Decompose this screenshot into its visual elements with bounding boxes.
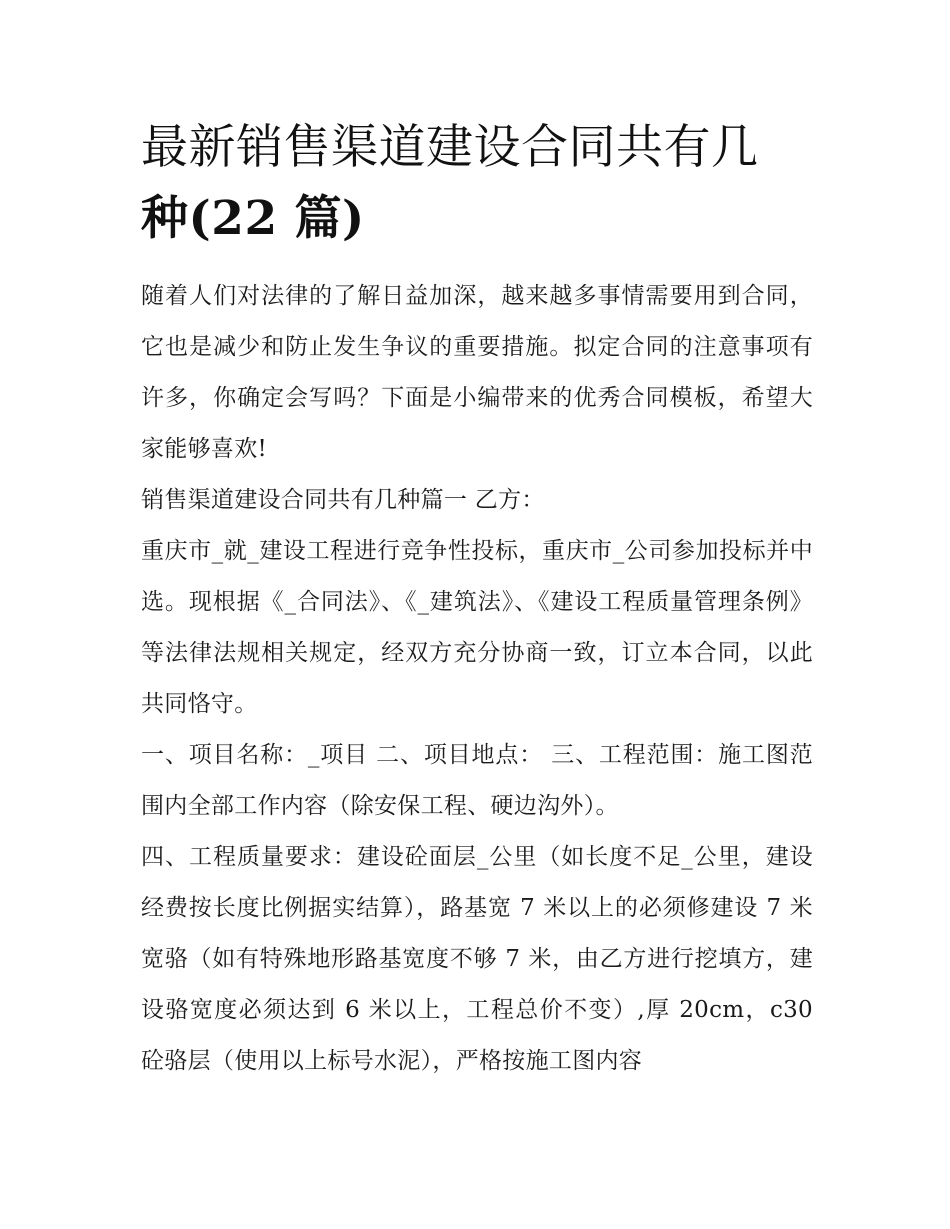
paragraph-intro: 随着人们对法律的了解日益加深，越来越多事情需要用到合同，它也是减少和防止发生争议的重要措施。拟定合同的注意事项有许多，你确定会写吗？下面是小编带来的优秀合同模板，希望大家能够喜欢!: [141, 283, 813, 462]
paragraph-preamble: 重庆市_就_建设工程进行竞争性投标，重庆市_公司参加投标并中选。现根据《_合同法》、《_建筑法》、《建设工程质量管理条例》等法律法规相关规定，经双方充分协商一致，订立本合同，以此共同恪守。: [141, 538, 813, 717]
document-body: [141, 271, 813, 1087]
paragraph-clause-4: 四、工程质量要求：建设砼面层_公里（如长度不足_公里，建设经费按长度比例据实结算），路基宽 7 米以上的必须修建设 7 米宽骆（如有特殊地形路基宽度不够 7 米，由乙方进行挖填方，建设骆宽度必须达到 6 米以上，工程总价不变）,厚 20cm，c30 砼骆层（使用以上标号水泥），严格按施工图内容: [141, 844, 813, 1074]
document-title: [141, 112, 813, 254]
paragraph-heading-1: 销售渠道建设合同共有几种篇一 乙方：: [141, 487, 545, 513]
title-line-2: 种(22 篇): [141, 191, 365, 246]
document-content: [141, 112, 813, 1087]
paragraph-clause-1-3: 一、项目名称：_项目 二、项目地点： 三、工程范围：施工图范围内全部工作内容（除安保工程、硬边沟外）。: [141, 742, 813, 819]
title-line-1: 最新销售渠道建设合同共有几: [141, 120, 759, 175]
